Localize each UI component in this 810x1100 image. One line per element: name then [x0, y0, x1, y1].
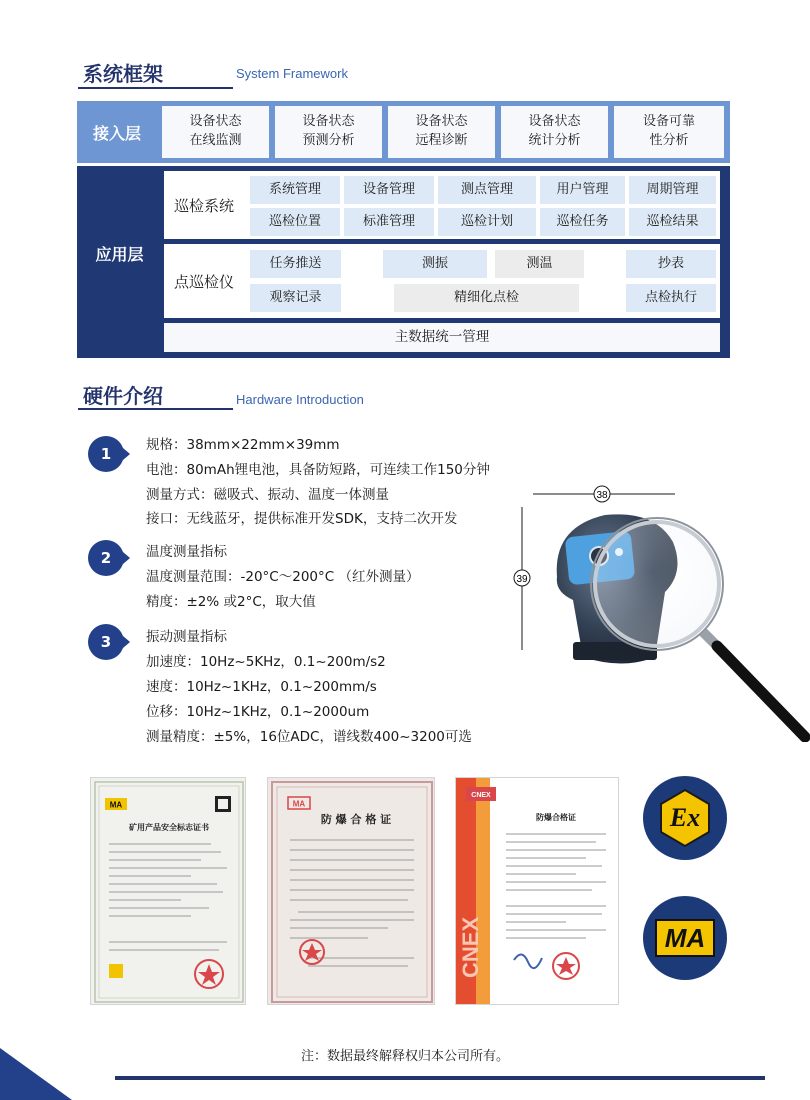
- patrol-module-label: 周期管理: [646, 181, 699, 197]
- inspector-module: [626, 250, 716, 278]
- hardware-title: 硬件介绍: [83, 384, 163, 408]
- ex-logo-text: Ex: [669, 803, 701, 832]
- patrol-module-label: 用户管理: [556, 181, 609, 197]
- spec-line: 接口：无线蓝牙，提供标准开发SDK，支持二次开发: [146, 511, 458, 527]
- spec-line: 温度测量指标: [146, 544, 227, 560]
- patrol-module-label: 巡检任务: [556, 213, 609, 229]
- patrol-module-label: 系统管理: [268, 181, 321, 197]
- patrol-module: [438, 176, 536, 204]
- ma-logo: [643, 896, 727, 980]
- patrol-module-label: 测点管理: [460, 181, 513, 197]
- corner-triangle: [0, 1048, 72, 1100]
- ma-logo-plate: [655, 919, 715, 957]
- master-data-label: 主数据统一管理: [394, 328, 490, 345]
- patrol-module: [344, 208, 434, 236]
- patrol-module: [540, 208, 625, 236]
- patrol-module: [629, 208, 716, 236]
- dimension-height: [514, 507, 530, 650]
- cert-badge: CNEX: [471, 792, 491, 799]
- footer-divider: [115, 1076, 765, 1080]
- patrol-system-label: 巡检系统: [173, 196, 234, 215]
- cert-side-text: CNEX: [458, 916, 483, 978]
- patrol-module-label: 设备管理: [362, 181, 415, 197]
- spec-line: 电池：80mAh锂电池，具备防短路，可连续工作150分钟: [146, 462, 490, 478]
- inspector-module-label: 观察记录: [269, 289, 322, 305]
- section-number: 2: [88, 540, 124, 576]
- patrol-module: [250, 208, 340, 236]
- inspector-module: [394, 284, 579, 312]
- cert-title: 矿用产品安全标志证书: [129, 823, 209, 832]
- access-item: [388, 106, 495, 158]
- patrol-module-label: 巡检计划: [460, 213, 513, 229]
- disclaimer-note: 注：数据最终解释权归本公司所有。: [300, 1049, 509, 1064]
- magnifier-lens-icon: [595, 522, 719, 646]
- framework-title: 系统框架: [83, 62, 163, 86]
- cert-badge: MA: [292, 799, 306, 809]
- dimension-width-label: 38: [596, 490, 608, 501]
- patrol-module-label: 标准管理: [362, 213, 415, 229]
- point-inspector-panel: [164, 244, 720, 318]
- heading-underline: [78, 408, 233, 410]
- access-item: [275, 106, 382, 158]
- magnifier-handle-icon: [717, 646, 805, 737]
- dimension-height-label: 39: [516, 574, 528, 585]
- hardware-title-en: Hardware Introduction: [236, 392, 364, 407]
- point-inspector-label: 点巡检仪: [173, 272, 234, 291]
- spec-line: 测量精度：±5%，16位ADC，谱线数400~3200可选: [146, 729, 472, 745]
- spec-line: 加速度：10Hz~5KHz，0.1~200m/s2: [146, 654, 386, 670]
- ma-logo-text: MA: [664, 922, 706, 953]
- cert-title: 防爆合格证: [536, 813, 576, 822]
- inspector-module-label: 任务推送: [269, 255, 322, 271]
- access-item-label: 设备状态 统计分析: [528, 114, 581, 148]
- application-layer-label: 应用层: [95, 245, 144, 264]
- inspector-module-label: 测温: [526, 255, 553, 271]
- access-item-label: 设备可靠 性分析: [642, 114, 695, 148]
- framework-title-en: System Framework: [236, 66, 348, 81]
- spec-line: 规格：38mm×22mm×39mm: [146, 437, 340, 453]
- section-number: 1: [88, 436, 124, 472]
- inspector-module: [383, 250, 487, 278]
- master-data-bar: [164, 323, 720, 352]
- inspector-module: [626, 284, 716, 312]
- access-item: [614, 106, 724, 158]
- certificate-mine-safety: [90, 777, 246, 1005]
- access-item-label: 设备状态 远程诊断: [415, 114, 468, 148]
- inspector-module-label: 点检执行: [644, 289, 697, 305]
- cert-title: 防 爆 合 格 证: [320, 813, 392, 826]
- inspector-module: [250, 250, 341, 278]
- spec-line: 精度：±2% 或2°C，取大值: [146, 594, 316, 610]
- access-item: [501, 106, 608, 158]
- patrol-module: [629, 176, 716, 204]
- patrol-module-label: 巡检位置: [268, 213, 321, 229]
- access-layer: [77, 101, 730, 163]
- certificate-cnex: [455, 777, 619, 1005]
- spec-line: 测量方式：磁吸式、振动、温度一体测量: [146, 487, 389, 503]
- patrol-system-panel: [164, 171, 720, 239]
- access-layer-label: 接入层: [92, 124, 141, 143]
- inspector-module-label: 精细化点检: [453, 289, 519, 305]
- application-layer: [77, 166, 730, 358]
- dimension-width: [533, 486, 675, 502]
- patrol-module-label: 巡检结果: [646, 213, 699, 229]
- spec-line: 温度测量范围：-20°C～200°C （红外测量）: [146, 569, 420, 585]
- inspector-module: [495, 250, 584, 278]
- certificate-explosion-proof: [267, 777, 435, 1005]
- cert-badge: MA: [109, 800, 123, 810]
- access-item: [162, 106, 269, 158]
- heading-underline: [78, 87, 233, 89]
- spec-line: 位移：10Hz~1KHz，0.1~2000um: [146, 704, 370, 720]
- device-illustration: [505, 482, 810, 742]
- inspector-module-label: 抄表: [657, 255, 684, 271]
- patrol-module: [540, 176, 625, 204]
- patrol-module: [438, 208, 536, 236]
- section-number: 3: [88, 624, 124, 660]
- inspector-module: [250, 284, 341, 312]
- patrol-module: [250, 176, 340, 204]
- patrol-module: [344, 176, 434, 204]
- access-item-label: 设备状态 预测分析: [302, 114, 355, 148]
- inspector-module-label: 测振: [421, 255, 448, 271]
- access-item-label: 设备状态 在线监测: [189, 114, 242, 148]
- spec-line: 振动测量指标: [146, 629, 227, 645]
- spec-line: 速度：10Hz~1KHz，0.1~200mm/s: [146, 679, 377, 695]
- ex-logo: [643, 776, 727, 860]
